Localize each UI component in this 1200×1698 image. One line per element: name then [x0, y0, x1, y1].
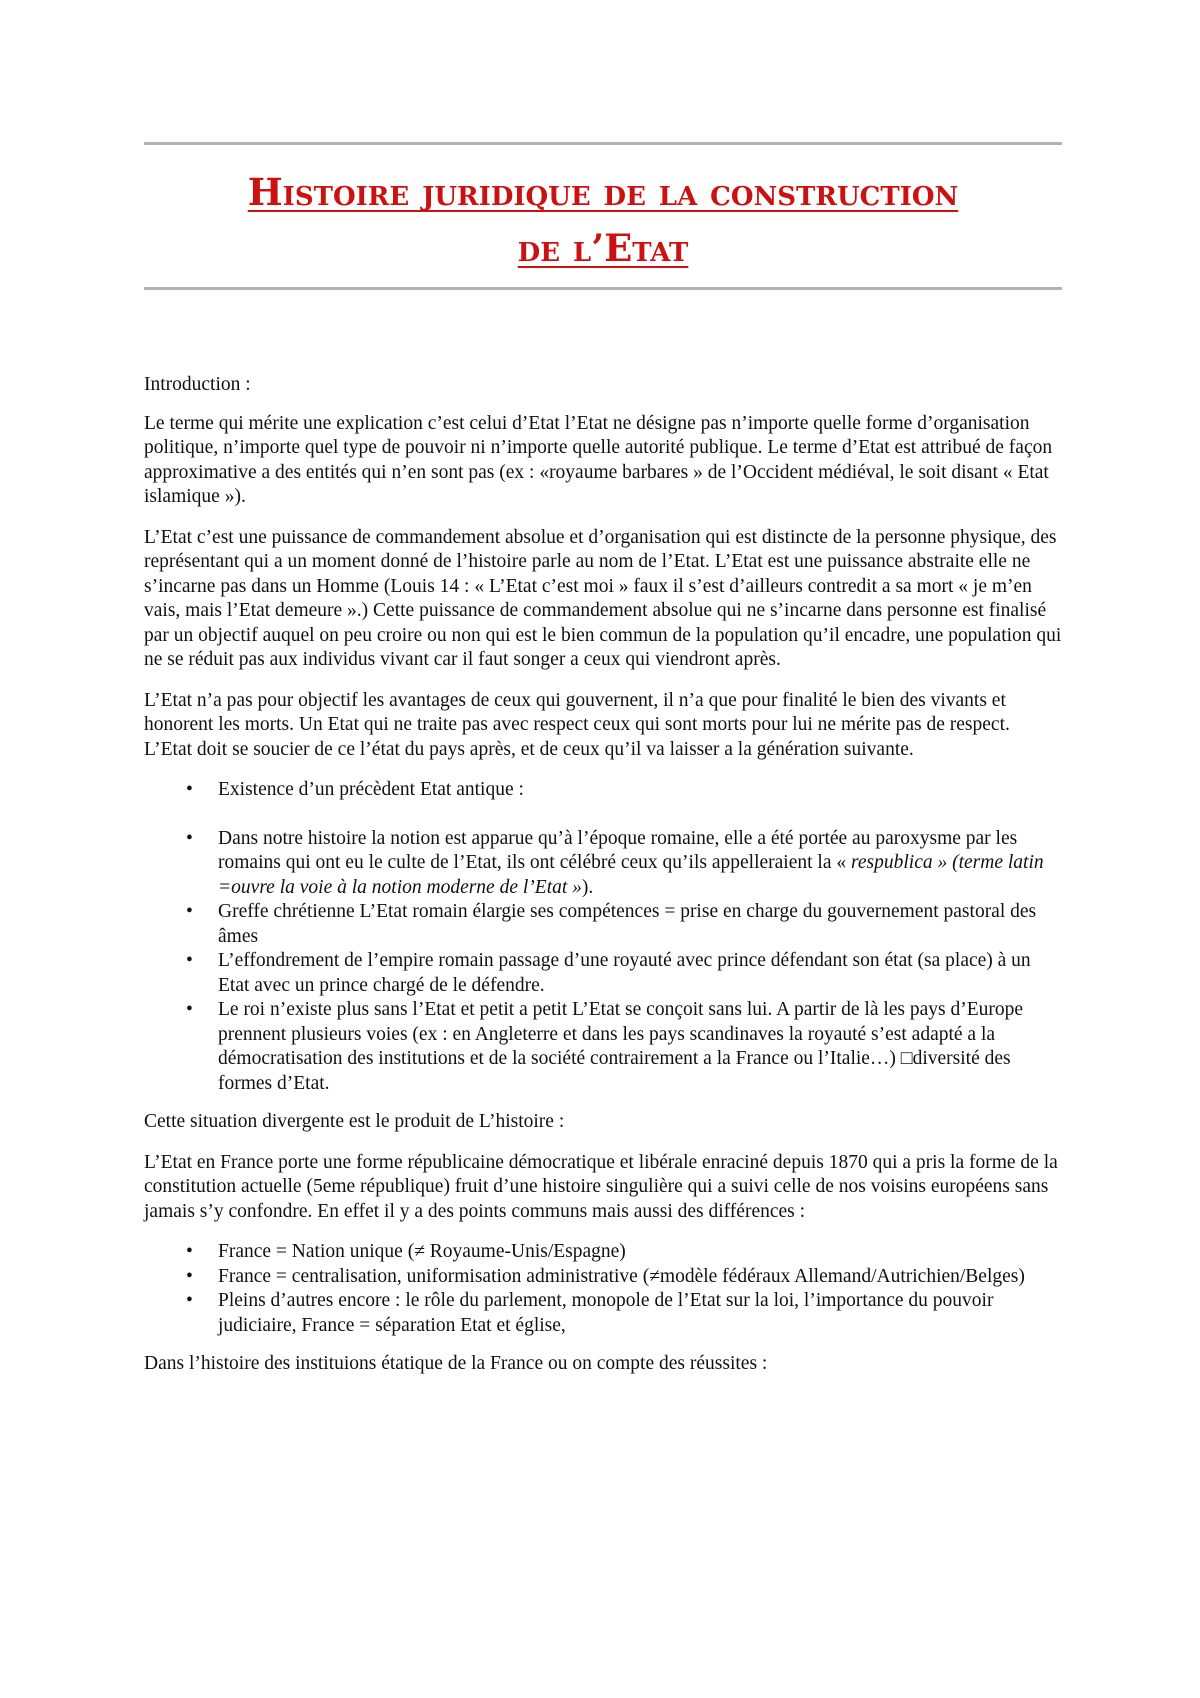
bullet-icon: • — [186, 827, 193, 849]
list-item-text: L’effondrement de l’empire romain passage d’une royauté avec prince défendant son état (sa place) à un Etat avec un prince chargé de le défendre. — [218, 950, 1031, 996]
list-item — [144, 827, 1062, 901]
top-horizontal-rule — [144, 142, 1062, 145]
list-item — [144, 1289, 1062, 1338]
title-line-2: de l’Etat — [517, 226, 689, 270]
bullet-icon: • — [186, 1241, 193, 1262]
bullet-icon: • — [186, 950, 193, 971]
list-item — [144, 1265, 1062, 1290]
bullet-icon: • — [186, 901, 193, 922]
bottom-horizontal-rule — [144, 287, 1062, 290]
list-item-text: Greffe chrétienne L’Etat romain élargie ses compétences = prise en charge du gouvernement pastoral des âmes — [218, 901, 1037, 947]
document-title — [144, 164, 1062, 276]
list-item-text: Dans notre histoire la notion est apparue qu’à l’époque romaine, elle a été portée au paroxysme par les romains qui ont eu le culte de l’Etat, ils ont célébré ceux qu’ils appelleraient la « — [218, 827, 1018, 873]
list-item — [144, 998, 1062, 1096]
list-item-text: France = Nation unique (≠ Royaume-Unis/Espagne) — [218, 1241, 626, 1262]
list-item-text-end: ). — [581, 876, 594, 898]
list-item-text: Pleins d’autres encore : le rôle du parlement, monopole de l’Etat sur la loi, l’importance du pouvoir judiciaire, France = séparation Etat et église, — [218, 1290, 994, 1336]
list-item — [144, 1240, 1062, 1265]
paragraph-france: L’Etat en France porte une forme républicaine démocratique et libérale enraciné depuis 1870 qui a pris la forme de la constitution actuelle (5eme république) fruit d’une histoire singulière qui a suivi celle de nos voisins européens sans jamais s’y confondre. En effet il y a des points communs mais aussi des différences : — [144, 1151, 1058, 1222]
list-item — [144, 900, 1062, 949]
paragraph-last: Dans l’histoire des instituions étatique de la France ou on compte des réussites : — [144, 1353, 768, 1374]
paragraph-objectif: L’Etat n’a pas pour objectif les avantages de ceux qui gouvernent, il n’a que pour finalité le bien des vivants et honorent les morts. Un Etat qui ne traite pas avec respect ceux qui sont morts pour lui ne mérite pas de respect. L’Etat doit se soucier de ce l’état du pays après, et de ceux qu’il va laisser a la génération suivante. — [144, 689, 1010, 760]
bullet-icon: • — [186, 1290, 193, 1311]
paragraph-definition: Le terme qui mérite une explication c’est celui d’Etat l’Etat ne désigne pas n’importe quelle forme d’organisation politique, n’importe quel type de pouvoir ni n’importe quelle autorité publique. Le terme d’Etat est attribué de façon approximative a des entités qui n’en sont pas (ex : «royaume barbares » de l’Occident médiéval, le soit disant « Etat islamique »). — [144, 412, 1053, 507]
list-item — [144, 949, 1062, 998]
intro-heading: Introduction : — [144, 374, 251, 395]
list-item-italic-text: respublica » (terme latin =ouvre la voie à la notion moderne de l’Etat » — [218, 852, 1044, 898]
paragraph-divergente: Cette situation divergente est le produit de L’histoire : — [144, 1111, 565, 1132]
document-body — [144, 373, 1062, 1393]
list-item-text: Existence d’un précèdent Etat antique : — [218, 779, 524, 800]
bullet-icon: • — [186, 999, 193, 1020]
bullet-list-history — [144, 778, 1062, 1096]
list-item-text: Le roi n’existe plus sans l’Etat et petit a petit L’Etat se conçoit sans lui. A partir de là les pays d’Europe prennent plusieurs voies (ex : en Angleterre et dans les pays scandinaves la royauté s’est adapté a la démocratisation des institutions et de la société contrairement a la France ou l’Italie…) □diversité des formes d’Etat. — [218, 999, 1024, 1094]
list-item — [144, 778, 1062, 803]
list-item-text: France = centralisation, uniformisation administrative (≠modèle fédéraux Allemand/Autrichien/Belges) — [218, 1265, 1025, 1287]
bullet-icon: • — [186, 1265, 193, 1287]
bullet-icon: • — [186, 779, 193, 800]
bullet-list-france — [144, 1240, 1062, 1338]
title-line-1: Histoire juridique de la construction — [247, 170, 959, 214]
paragraph-puissance: L’Etat c’est une puissance de commandement absolue et d’organisation qui est distincte de la personne physique, des représentant qui a un moment donné de l’histoire parle au nom de l’Etat. L’Etat est une puissance abstraite elle ne s’incarne pas dans un Homme (Louis 14 : « L’Etat c’est moi » faux il s’est d’ailleurs contredit a sa mort « je m’en vais, mais l’Etat demeure ».) Cette puissance de commandement absolue qui ne s’incarne dans personne est finalisé par un objectif auquel on peu croire ou non qui est le bien commun de la population qu’il encadre, une population qui ne se réduit pas aux individus vivant car il faut songer a ceux qui viendront après. — [144, 526, 1062, 670]
